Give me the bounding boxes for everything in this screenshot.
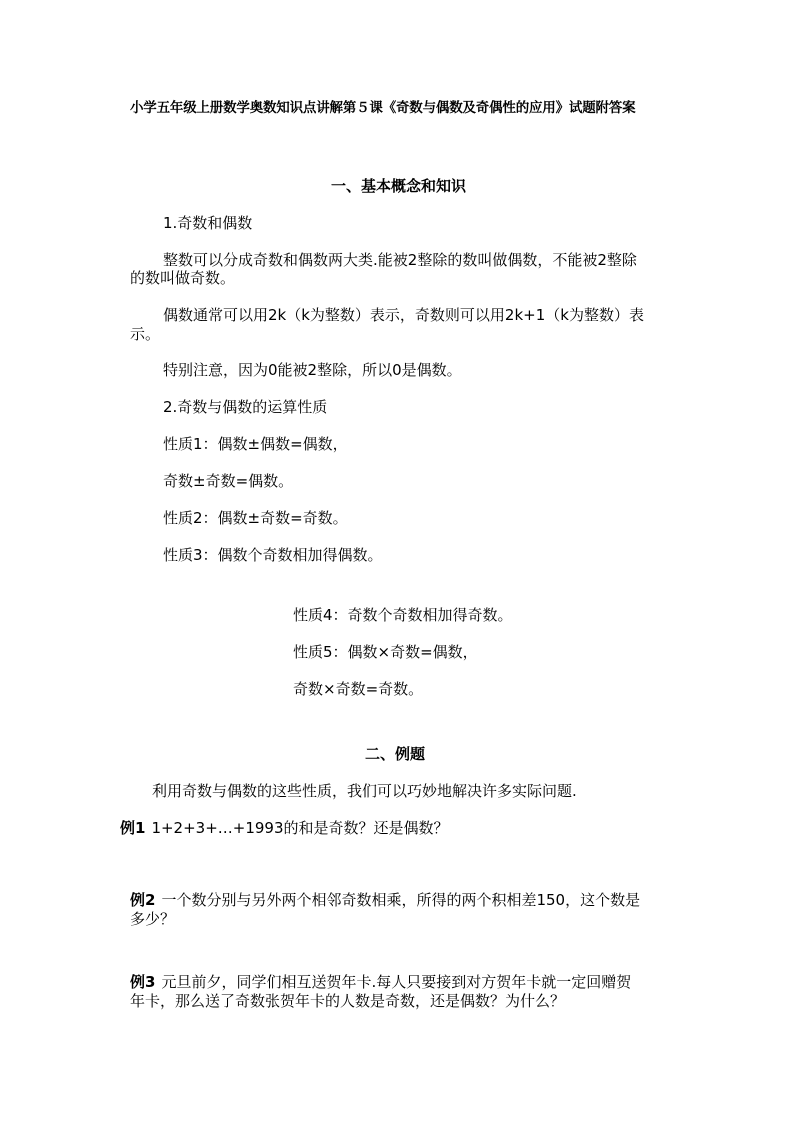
document-title: 小学五年级上册数学奥数知识点讲解第５课《奇数与偶数及奇偶性的应用》试题附答案 [130,100,636,116]
example-text: 元旦前夕，同学们相互送贺年卡.每人只要接到对方贺年卡就一定回赠贺 [161,973,632,991]
property-3: 性质3：偶数个奇数相加得偶数。 [163,546,383,564]
example-text: 一个数分别与另外两个相邻奇数相乘，所得的两个积相差150，这个数是 [161,891,641,909]
property-1b: 奇数±奇数=偶数。 [163,472,294,490]
example-label: 例1 [120,819,146,837]
example-1 [120,818,449,838]
property-2: 性质2：偶数±奇数=奇数。 [163,509,348,527]
section-heading-basics: 一、基本概念和知识 [331,177,467,195]
property-5a: 性质5：偶数×奇数=偶数， [293,643,478,661]
example-3 [130,972,631,992]
example-2-continued: 多少？ [130,910,176,928]
examples-intro: 利用奇数与偶数的这些性质，我们可以巧妙地解决许多实际问题. [152,782,577,800]
property-1a: 性质1：偶数±偶数=偶数， [163,435,348,453]
subheading-properties: 2.奇数与偶数的运算性质 [163,398,328,416]
paragraph-line: 示。 [130,325,161,343]
example-label: 例2 [130,891,156,909]
example-3-continued: 年卡，那么送了奇数张贺年卡的人数是奇数，还是偶数？为什么？ [130,992,566,1010]
paragraph-note: 特别注意，因为0能被2整除，所以0是偶数。 [163,361,462,379]
subheading-odd-even: 1.奇数和偶数 [163,214,253,232]
property-4: 性质4：奇数个奇数相加得奇数。 [293,606,513,624]
paragraph-line: 整数可以分成奇数和偶数两大类.能被2整除的数叫做偶数，不能被2整除 [163,251,637,269]
example-text: 1+2+3+…+1993的和是奇数？还是偶数？ [151,819,449,837]
example-label: 例3 [130,973,156,991]
paragraph-line: 偶数通常可以用2k（k为整数）表示，奇数则可以用2k+1（k为整数）表 [163,306,644,324]
section-heading-examples: 二、例题 [365,745,426,763]
property-5b: 奇数×奇数=奇数。 [293,680,424,698]
example-2 [130,890,640,910]
paragraph-line: 的数叫做奇数。 [130,269,236,287]
